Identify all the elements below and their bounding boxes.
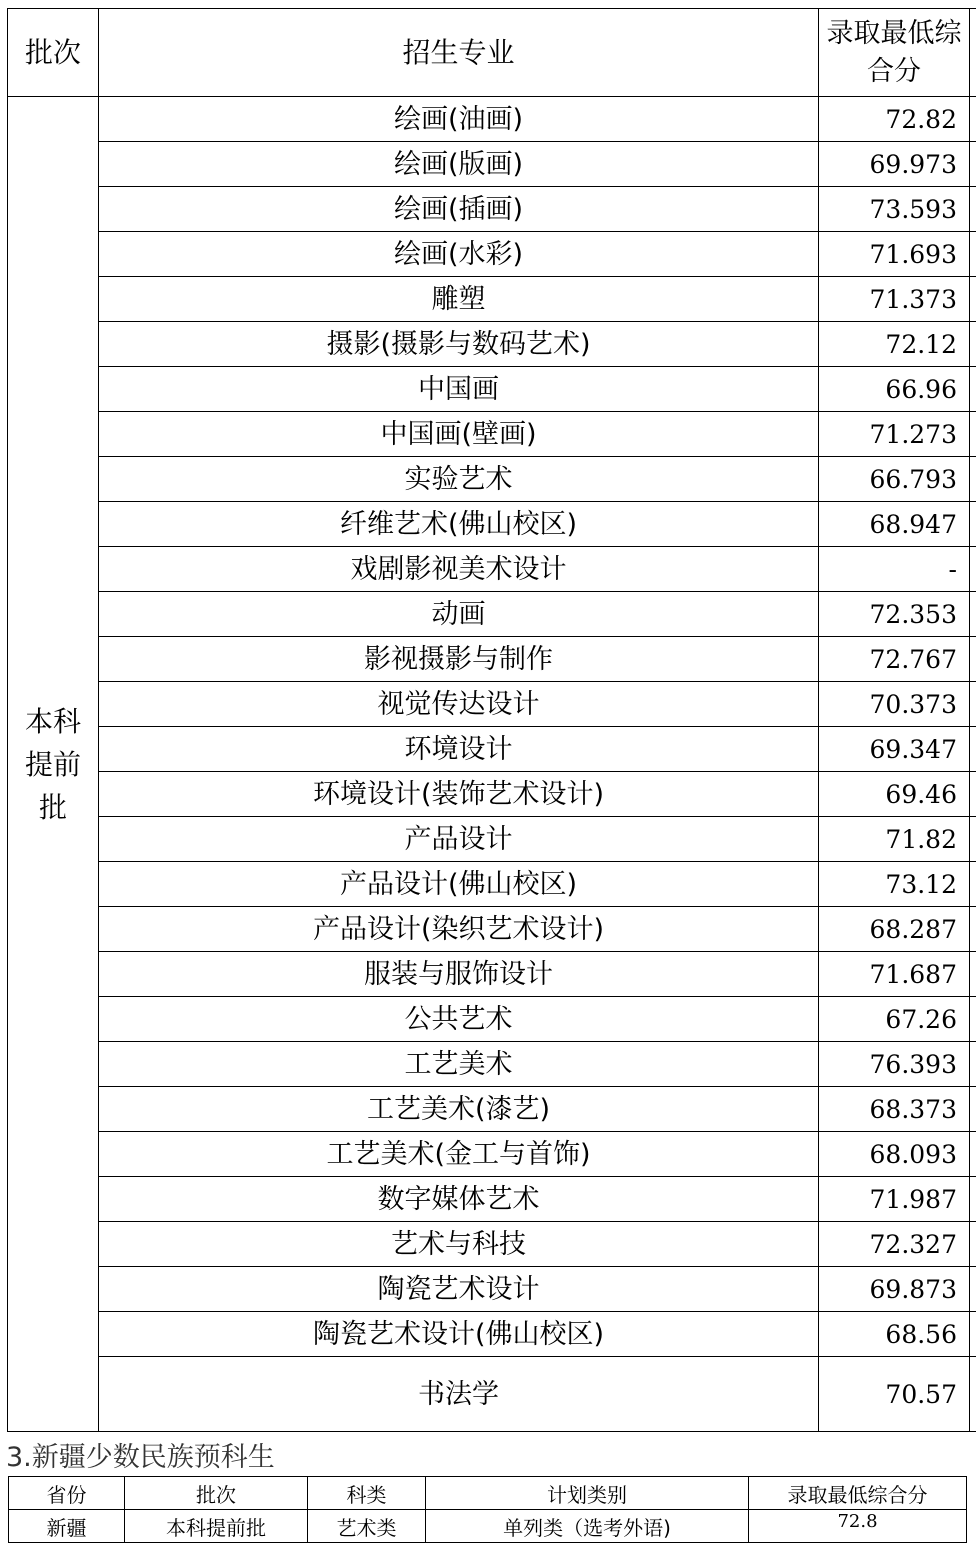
table-row [8,187,976,232]
score-cell: 71.687 [819,952,970,997]
score-cell: 71.373 [819,277,970,322]
major-cell: 工艺美术(金工与首饰) [99,1132,819,1177]
major-cell: 纤维艺术(佛山校区) [99,502,819,547]
table-row [8,1042,976,1087]
sub-header-category: 科类 [308,1477,426,1510]
major-cell: 绘画(插画) [99,187,819,232]
sub-cell-category: 艺术类 [308,1510,426,1543]
table-row [8,817,976,862]
table-row [8,97,976,142]
major-cell: 工艺美术(漆艺) [99,1087,819,1132]
sub-header-score: 录取最低综合分 [749,1477,967,1510]
admission-score-table [7,8,976,1432]
major-cell: 陶瓷艺术设计 [99,1267,819,1312]
trailing-cell [970,97,976,142]
major-cell: 绘画(油画) [99,97,819,142]
trailing-cell [970,952,976,997]
trailing-cell [970,277,976,322]
major-cell: 数字媒体艺术 [99,1177,819,1222]
score-cell: 66.96 [819,367,970,412]
score-cell: 73.12 [819,862,970,907]
table-row [8,727,976,772]
major-cell: 工艺美术 [99,1042,819,1087]
major-cell: 实验艺术 [99,457,819,502]
major-cell: 雕塑 [99,277,819,322]
major-cell: 中国画 [99,367,819,412]
major-cell: 戏剧影视美术设计 [99,547,819,592]
trailing-cell [970,1042,976,1087]
major-cell: 绘画(水彩) [99,232,819,277]
score-cell: 69.873 [819,1267,970,1312]
score-cell: 69.973 [819,142,970,187]
trailing-cell [970,142,976,187]
sub-cell-plan-type: 单列类（选考外语) [426,1510,749,1543]
sub-cell-score: 72.8 [749,1510,967,1543]
table-row [8,502,976,547]
major-cell: 产品设计(染织艺术设计) [99,907,819,952]
table-row [8,1267,976,1312]
major-cell: 动画 [99,592,819,637]
trailing-cell [970,187,976,232]
trailing-cell [970,997,976,1042]
table-row [8,322,976,367]
score-cell: 71.273 [819,412,970,457]
major-cell: 陶瓷艺术设计(佛山校区) [99,1312,819,1357]
table-row [8,1312,976,1357]
score-cell: 72.327 [819,1222,970,1267]
score-cell: 72.353 [819,592,970,637]
major-cell: 影视摄影与制作 [99,637,819,682]
trailing-cell [970,547,976,592]
table-row [8,232,976,277]
header-score: 录取最低综合分 [819,9,970,97]
table-row [8,682,976,727]
major-cell: 环境设计(装饰艺术设计) [99,772,819,817]
sub-header-plan-type: 计划类别 [426,1477,749,1510]
table-row [8,367,976,412]
trailing-cell [970,592,976,637]
table-row [8,1087,976,1132]
major-cell: 艺术与科技 [99,1222,819,1267]
sub-table-row [9,1510,967,1543]
sub-cell-province: 新疆 [9,1510,125,1543]
trailing-cell [970,367,976,412]
sub-cell-batch: 本科提前批 [125,1510,308,1543]
score-cell: 72.767 [819,637,970,682]
sub-table-header-row [9,1477,967,1510]
table-row [8,592,976,637]
trailing-cell [970,682,976,727]
table-header-row [8,9,976,97]
score-cell: 69.46 [819,772,970,817]
major-cell: 服装与服饰设计 [99,952,819,997]
trailing-cell [970,637,976,682]
score-cell: 68.287 [819,907,970,952]
major-cell: 绘画(版画) [99,142,819,187]
score-cell: 70.57 [819,1357,970,1432]
score-cell: 72.82 [819,97,970,142]
score-cell: 73.593 [819,187,970,232]
score-cell: 68.373 [819,1087,970,1132]
score-cell: 76.393 [819,1042,970,1087]
table-row [8,1132,976,1177]
table-row [8,142,976,187]
table-row [8,457,976,502]
trailing-cell [970,9,976,97]
section-heading: 3.新疆少数民族预科生 [6,1442,275,1473]
table-row [8,547,976,592]
table-row [8,1222,976,1267]
score-cell: 66.793 [819,457,970,502]
score-cell: 70.373 [819,682,970,727]
major-cell: 公共艺术 [99,997,819,1042]
trailing-cell [970,1132,976,1177]
sub-header-batch: 批次 [125,1477,308,1510]
xinjiang-preparatory-table [8,1476,967,1543]
major-cell: 产品设计 [99,817,819,862]
major-cell: 书法学 [99,1357,819,1432]
major-cell: 环境设计 [99,727,819,772]
table-row [8,637,976,682]
score-cell: - [819,547,970,592]
score-cell: 72.12 [819,322,970,367]
major-cell: 视觉传达设计 [99,682,819,727]
table-row [8,772,976,817]
trailing-cell [970,322,976,367]
trailing-cell [970,1312,976,1357]
trailing-cell [970,502,976,547]
trailing-cell [970,1087,976,1132]
score-cell: 71.82 [819,817,970,862]
trailing-cell [970,727,976,772]
trailing-cell [970,1177,976,1222]
table-row [8,907,976,952]
score-cell: 68.947 [819,502,970,547]
trailing-cell [970,232,976,277]
trailing-cell [970,907,976,952]
table-row [8,1357,976,1432]
batch-cell: 本科提前批 [8,97,99,1432]
trailing-cell [970,1222,976,1267]
trailing-cell [970,412,976,457]
score-cell: 71.987 [819,1177,970,1222]
trailing-cell [970,772,976,817]
table-row [8,277,976,322]
trailing-cell [970,817,976,862]
major-cell: 中国画(壁画) [99,412,819,457]
score-cell: 69.347 [819,727,970,772]
score-cell: 68.093 [819,1132,970,1177]
table-row [8,1177,976,1222]
trailing-cell [970,862,976,907]
sub-header-province: 省份 [9,1477,125,1510]
trailing-cell [970,1267,976,1312]
table-row [8,412,976,457]
trailing-cell [970,1357,976,1432]
header-batch: 批次 [8,9,99,97]
trailing-cell [970,457,976,502]
table-row [8,862,976,907]
score-cell: 71.693 [819,232,970,277]
major-cell: 摄影(摄影与数码艺术) [99,322,819,367]
score-cell: 67.26 [819,997,970,1042]
score-cell: 68.56 [819,1312,970,1357]
table-row [8,997,976,1042]
major-cell: 产品设计(佛山校区) [99,862,819,907]
header-major: 招生专业 [99,9,819,97]
table-row [8,952,976,997]
